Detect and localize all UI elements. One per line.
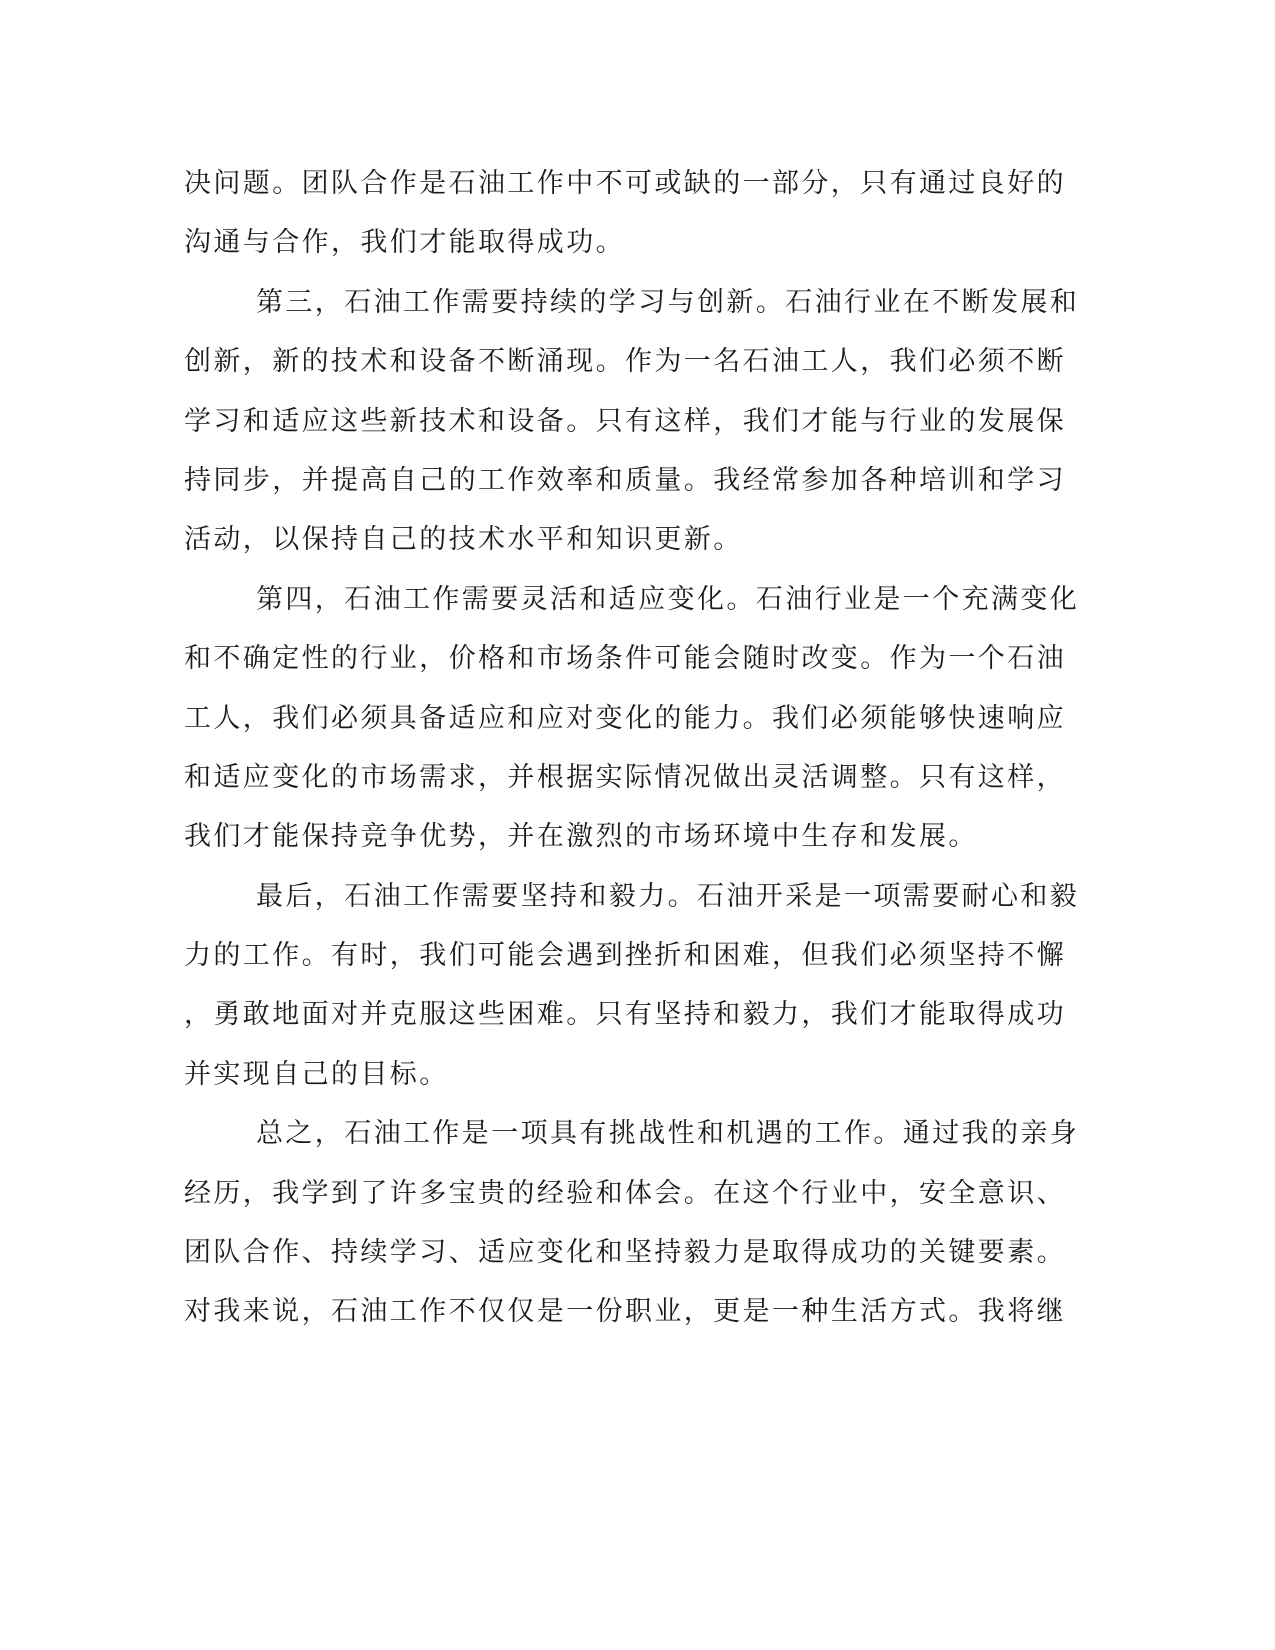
text-line: 决问题。团队合作是石油工作中不可或缺的一部分，只有通过良好的 [184, 168, 1066, 199]
paragraph-start-line: 最后，石油工作需要坚持和毅力。石油开采是一项需要耐心和毅 [256, 880, 1080, 912]
paragraph-start-line: 总之，石油工作是一项具有挑战性和机遇的工作。通过我的亲身 [256, 1118, 1080, 1150]
text-line: 和不确定性的行业，价格和市场条件可能会随时改变。作为一个石油 [184, 643, 1066, 675]
text-line: 创新，新的技术和设备不断涌现。作为一名石油工人，我们必须不断 [184, 346, 1066, 378]
text-line: 我们才能保持竞争优势，并在激烈的市场环境中生存和发展。 [184, 821, 978, 853]
document-body [184, 154, 1080, 1342]
text-line: 沟通与合作，我们才能取得成功。 [184, 227, 625, 259]
text-line: 对我来说，石油工作不仅仅是一份职业，更是一种生活方式。我将继 [184, 1296, 1066, 1328]
text-line: ，勇敢地面对并克服这些困难。只有坚持和毅力，我们才能取得成功 [184, 999, 1066, 1031]
text-line: 团队合作、持续学习、适应变化和坚持毅力是取得成功的关键要素。 [184, 1237, 1066, 1269]
text-line: 活动，以保持自己的技术水平和知识更新。 [184, 524, 743, 556]
text-line: 和适应变化的市场需求，并根据实际情况做出灵活调整。只有这样， [184, 761, 1066, 793]
text-line: 学习和适应这些新技术和设备。只有这样，我们才能与行业的发展保 [184, 405, 1066, 437]
text-line: 力的工作。有时，我们可能会遇到挫折和困难，但我们必须坚持不懈 [184, 940, 1066, 972]
text-line: 工人，我们必须具备适应和应对变化的能力。我们必须能够快速响应 [184, 702, 1066, 734]
text-line: 并实现自己的目标。 [184, 1058, 449, 1090]
paragraph-start-line: 第四，石油工作需要灵活和适应变化。石油行业是一个充满变化 [256, 583, 1080, 615]
text-line: 经历，我学到了许多宝贵的经验和体会。在这个行业中，安全意识、 [184, 1177, 1066, 1209]
text-line: 持同步，并提高自己的工作效率和质量。我经常参加各种培训和学习 [184, 464, 1066, 496]
paragraph-start-line: 第三，石油工作需要持续的学习与创新。石油行业在不断发展和 [256, 286, 1080, 318]
